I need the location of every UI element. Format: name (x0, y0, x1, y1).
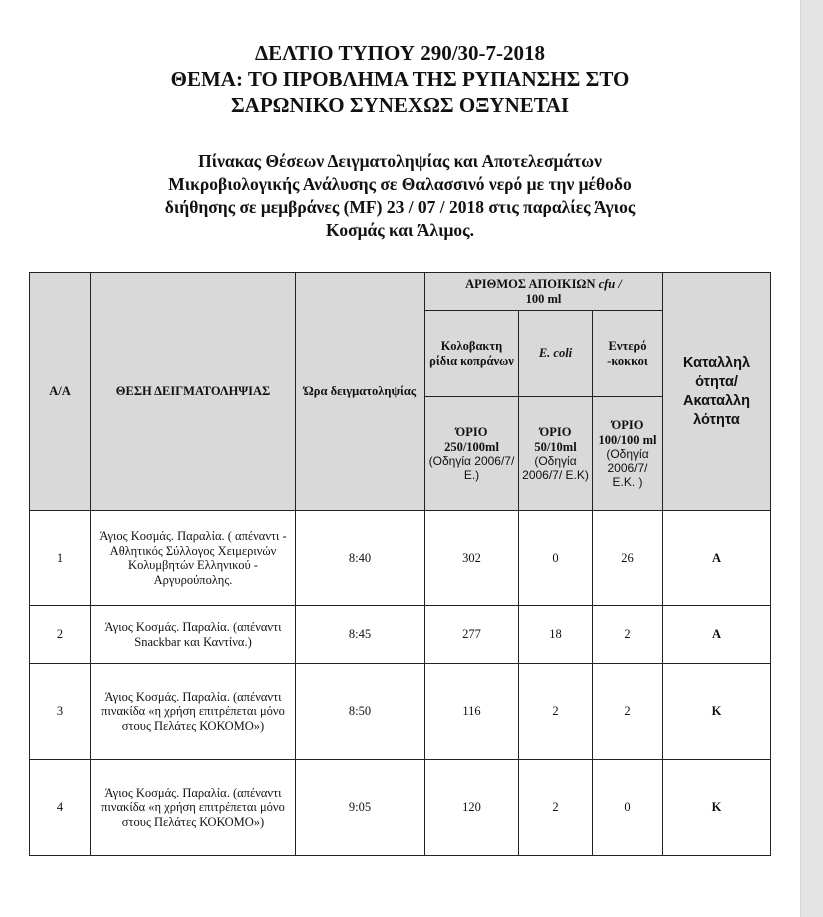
cell-location: Άγιος Κοσμάς. Παραλία. (απέναντι πινακίδα «η χρήση επιτρέπεται μόνο στους Πελάτες ΚΟΚΟΜΟ») (91, 760, 296, 856)
cell-ecoli: 0 (519, 511, 593, 606)
header-colonies-unit: cfu / (598, 277, 622, 291)
right-margin-strip (800, 0, 823, 917)
cell-coliform: 277 (425, 606, 519, 664)
cell-time: 8:40 (296, 511, 425, 606)
table-row (30, 664, 771, 760)
table-caption (90, 150, 710, 242)
cell-ecoli: 2 (519, 664, 593, 760)
cell-enterococci: 2 (593, 606, 663, 664)
results-table (29, 272, 771, 856)
header-enterococci: Εντερό -κοκκοι (593, 311, 663, 397)
cell-location: Άγιος Κοσμάς. Παραλία. (απέναντι πινακίδα «η χρήση επιτρέπεται μόνο στους Πελάτες ΚΟΚΟΜΟ») (91, 664, 296, 760)
limit-entero-title: ΌΡΙΟ 100/100 ml (598, 418, 657, 447)
cell-time: 8:45 (296, 606, 425, 664)
header-ecoli: E. coli (519, 311, 593, 397)
cell-enterococci: 2 (593, 664, 663, 760)
cell-enterococci: 0 (593, 760, 663, 856)
cell-coliform: 116 (425, 664, 519, 760)
limit-enterococci (593, 397, 663, 511)
caption-line-3: διήθησης σε μεμβράνες (MF) 23 / 07 / 2018 στις παραλίες Άγιος (164, 197, 636, 217)
limit-ecoli-title: ΌΡΙΟ 50/10ml (534, 425, 577, 454)
limit-entero-note: (Οδηγία 2006/7/ Ε.Κ. ) (606, 447, 649, 489)
caption-line-2: Μικροβιολογικής Ανάλυσης σε Θαλασσινό νερό με την μέθοδο (168, 174, 632, 194)
cell-suitability: Κ (663, 760, 771, 856)
limit-coliform (425, 397, 519, 511)
header-colonies-volume: 100 ml (525, 291, 562, 306)
title-line-2: ΘΕΜΑ: ΤΟ ΠΡΟΒΛΗΜΑ ΤΗΣ ΡΥΠΑΝΣΗΣ ΣΤΟ (170, 67, 630, 91)
cell-aa: 2 (30, 606, 91, 664)
title-line-1: ΔΕΛΤΙΟ ΤΥΠΟΥ 290/30-7-2018 (254, 41, 546, 65)
header-aa: Α/Α (30, 273, 91, 511)
cell-suitability: Κ (663, 664, 771, 760)
cell-location: Άγιος Κοσμάς. Παραλία. (απέναντι Snackbar και Καντίνα.) (91, 606, 296, 664)
header-colonies-label: ΑΡΙΘΜΟΣ ΑΠΟΙΚΙΩΝ (465, 277, 599, 291)
title-line-3: ΣΑΡΩΝΙΚΟ ΣΥΝΕΧΩΣ ΟΞΥΝΕΤΑΙ (230, 93, 570, 117)
header-suitability: Καταλληλ ότητα/ Ακαταλλη λότητα (663, 273, 771, 511)
table-row (30, 511, 771, 606)
cell-suitability: Α (663, 511, 771, 606)
cell-coliform: 302 (425, 511, 519, 606)
press-release-title (0, 40, 800, 118)
cell-aa: 4 (30, 760, 91, 856)
cell-suitability: Α (663, 606, 771, 664)
table-row (30, 760, 771, 856)
cell-coliform: 120 (425, 760, 519, 856)
limit-coliform-note: (Οδηγία 2006/7/Ε.) (428, 454, 515, 482)
header-colonies (425, 273, 663, 311)
caption-line-4: Κοσμάς και Άλιμος. (326, 220, 474, 240)
limit-ecoli-note: (Οδηγία 2006/7/ Ε.Κ) (522, 454, 589, 482)
caption-line-1: Πίνακας Θέσεων Δειγματοληψίας και Αποτελεσμάτων (198, 151, 602, 171)
cell-enterococci: 26 (593, 511, 663, 606)
header-time: Ώρα δειγματοληψίας (296, 273, 425, 511)
header-coliform: Κολοβακτη ρίδια κοπράνων (425, 311, 519, 397)
cell-location: Άγιος Κοσμάς. Παραλία. ( απέναντι - Αθλητικός Σύλλογος Χειμερινών Κολυμβητών Ελληνικού - Αργυρούπολης. (91, 511, 296, 606)
cell-aa: 3 (30, 664, 91, 760)
limit-coliform-title: ΌΡΙΟ 250/100ml (444, 425, 499, 454)
table-row (30, 606, 771, 664)
cell-time: 9:05 (296, 760, 425, 856)
limit-ecoli (519, 397, 593, 511)
cell-aa: 1 (30, 511, 91, 606)
header-location: ΘΕΣΗ ΔΕΙΓΜΑΤΟΛΗΨΙΑΣ (91, 273, 296, 511)
cell-ecoli: 2 (519, 760, 593, 856)
cell-ecoli: 18 (519, 606, 593, 664)
cell-time: 8:50 (296, 664, 425, 760)
